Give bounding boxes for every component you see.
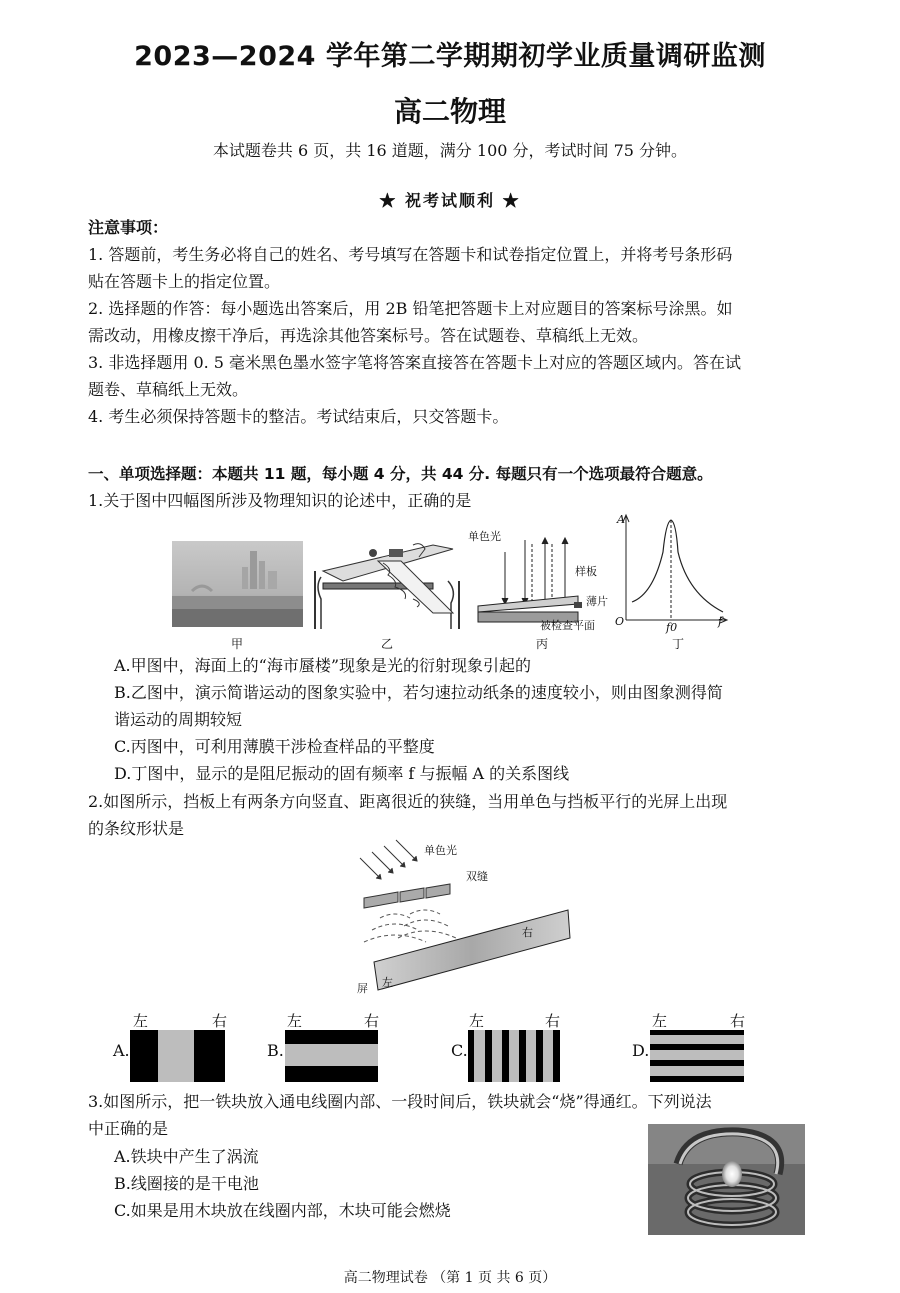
- fig-caption-bing: 丙: [535, 637, 548, 651]
- fig-q2-label-right: 右: [522, 926, 533, 939]
- q2-choice-c-left: 左: [469, 1012, 485, 1030]
- fig-ding-resonance-curve: [608, 512, 730, 630]
- q2-choice-c-right: 右: [545, 1012, 561, 1030]
- section-heading: 一、单项选择题：本题共 11 题，每小题 4 分，共 44 分. 每题只有一个选项最符合题意。: [88, 465, 713, 483]
- q3-option-a: A.铁块中产生了涡流: [114, 1147, 259, 1166]
- fig-q2-label-left: 左: [382, 976, 393, 989]
- notes-line: 贴在答题卡上的指定位置。: [88, 272, 281, 291]
- q2-choice-b-letter: B.: [267, 1041, 284, 1060]
- q2-choice-a-left: 左: [133, 1012, 149, 1030]
- q3-stem: 3.如图所示，把一铁块放入通电线圈内部、一段时间后，铁块就会“烧”得通红。下列说法: [88, 1092, 712, 1111]
- notes-line: 1. 答题前，考生务必将自己的姓名、考号填写在答题卡和试卷指定位置上，并将考号条形码: [88, 245, 733, 264]
- notes-line: 2. 选择题的作答：每小题选出答案后，用 2B 铅笔把答题卡上对应题目的答案标号涂黑。如: [88, 299, 733, 318]
- q2-pattern-b[interactable]: [285, 1030, 378, 1082]
- fig-bing-label-film: 薄片: [586, 595, 608, 608]
- notes-line: 4. 考生必须保持答题卡的整洁。考试结束后，只交答题卡。: [88, 407, 509, 426]
- fig-yi-shm-apparatus: [313, 541, 461, 631]
- q2-pattern-c[interactable]: [468, 1030, 560, 1082]
- fig-caption-ding: 丁: [671, 637, 684, 651]
- q3-option-c: C.如果是用木块放在线圈内部，木块可能会燃烧: [114, 1201, 451, 1220]
- q3-stem-cont: 中正确的是: [88, 1119, 169, 1138]
- exam-wish: ★ 祝考试顺利 ★: [379, 191, 521, 210]
- exam-subtitle: 本试题卷共 6 页，共 16 道题，满分 100 分，考试时间 75 分钟。: [212, 141, 688, 160]
- q1-option-c: C.丙图中，可利用薄膜干涉检查样品的平整度: [114, 737, 435, 756]
- fig-caption-yi: 乙: [380, 637, 393, 651]
- q2-choice-a-letter: A.: [113, 1041, 130, 1060]
- fig-bing-label-light: 单色光: [468, 530, 501, 543]
- q2-choice-d-letter: D.: [632, 1041, 650, 1060]
- q2-pattern-a[interactable]: [130, 1030, 225, 1082]
- notes-line: 题卷、草稿纸上无效。: [88, 380, 249, 399]
- q2-choice-a-right: 右: [212, 1012, 228, 1030]
- fig-q2-label-screen: 屏: [357, 982, 368, 995]
- q2-stem-cont: 的条纹形状是: [88, 819, 185, 838]
- fig-coil-photo: [648, 1124, 805, 1235]
- fig-caption-jia: 甲: [230, 637, 243, 651]
- q1-option-b: B.乙图中，演示简谐运动的图象实验中，若匀速拉动纸条的速度较小，则由图象测得简: [114, 683, 723, 702]
- exam-subject: 高二物理: [393, 95, 506, 128]
- fig-bing-label-plate: 样板: [575, 565, 597, 578]
- q2-choice-b-right: 右: [364, 1012, 380, 1030]
- q2-choice-b-left: 左: [287, 1012, 303, 1030]
- fig-ding-x-label: f: [718, 615, 723, 628]
- q3-option-b: B.线圈接的是干电池: [114, 1174, 259, 1193]
- fig-ding-y-label: A: [617, 513, 625, 526]
- fig-bing-label-surface: 被检查平面: [540, 619, 595, 632]
- exam-title: 2023—2024 学年第二学期期初学业质量调研监测: [134, 41, 766, 72]
- fig-q2-label-light: 单色光: [424, 844, 457, 857]
- fig-jia-mirage-photo: [172, 541, 303, 627]
- q2-stem: 2.如图所示，挡板上有两条方向竖直、距离很近的狭缝，当用单色与挡板平行的光屏上出现: [88, 792, 728, 811]
- fig-q2-label-slits: 双缝: [466, 870, 488, 883]
- fig-ding-f0: f0: [666, 621, 678, 634]
- q2-choice-d-left: 左: [652, 1012, 668, 1030]
- q1-option-a: A.甲图中，海面上的“海市蜃楼”现象是光的衍射现象引起的: [114, 656, 532, 675]
- notes-heading: 注意事项：: [88, 218, 169, 237]
- page-footer: 高二物理试卷 （第 1 页 共 6 页）: [343, 1270, 557, 1286]
- notes-line: 3. 非选择题用 0. 5 毫米黑色墨水签字笔将答案直接答在答题卡上对应的答题区域内。答在试: [88, 353, 742, 372]
- fig-ding-origin: O: [615, 615, 625, 628]
- q2-choice-d-right: 右: [730, 1012, 746, 1030]
- q1-option-b-cont: 谐运动的周期较短: [114, 710, 243, 729]
- q1-stem: 1.关于图中四幅图所涉及物理知识的论述中，正确的是: [88, 491, 472, 510]
- q1-option-d: D.丁图中，显示的是阻尼振动的固有频率 f 与振幅 A 的关系图线: [114, 764, 570, 783]
- notes-line: 需改动，用橡皮擦干净后，再选涂其他答案标号。答在试题卷、草稿纸上无效。: [88, 326, 649, 345]
- q2-choice-c-letter: C.: [451, 1041, 468, 1060]
- q2-pattern-d[interactable]: [650, 1030, 744, 1082]
